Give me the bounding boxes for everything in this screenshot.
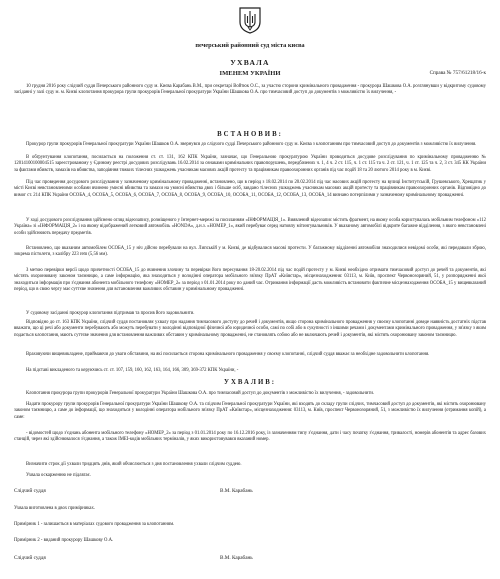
established-paragraph-5: Встановлено, що вказаним автомобілем ОСОБА_15 у ніч дійсно перебували на вул. Липській у м. Києві, де відбувалися масові протести. У багажному відділенні автомобіля знаходилися невідомі особи, які передавали зброю, зокрема пістолети, з калібру 223 rem (5,56 мм). [14,246,486,258]
decided-paragraph-2: Надати прокурору групи прокурорів Генеральної прокуратури України Шашкову О.А. та слідчим Генеральної прокуратури України, які входять до складу групи слідчих, тимчасовий доступ до документів, які містять охоронювану законом таємницю, а саме до інформації, що знаходиться у володінні оператора мобільного зв'язку ПрАТ «Київстар», місцезнаходження: 03113, м. Київ, проспект Червонозоряний, 51, з можливістю їх вилучення (отримання копій), а саме: [14,402,486,420]
established-paragraph-1: Прокурор групи прокурорів Генеральної прокуратури України Шашков О.А. звернувся до слідчого судді Печерського районного суду м. Києва з клопотанням про тимчасовий доступ до документів з можливістю їх вилучення. [26,142,477,147]
judge-role: Слідчий суддя [14,488,46,494]
copy-1-note: Примірник 1 - залишається в матеріалах судового провадження за клопотанням. [14,522,175,527]
decided-paragraph-4: Визначити строк дії ухвали тридцять днів, який обчислюється з дня постановлення ухвали слідчим суддею. [26,462,242,467]
decided-paragraph-5: Ухвала оскарженню не підлягає. [26,473,91,478]
decided-paragraph-3: - відомостей щодо з'єднань абонента мобільного телефону «НОМЕР_2» за період з 01.01.2014 року по 16.12.2016 року, із зазначенням типу з'єднання, дати і часу початку з'єднання, тривалості, номерів абонентів та адрес базових станцій, через які здійснювалося з'єднання, а також IMEI-кодів мобільних терміналів, у яких використовувався вказаний номер. [14,431,486,443]
judge-signature-block [14,488,486,494]
judge-name: В.М. Карабань [220,488,253,494]
judge-signature-block-2 [14,555,486,561]
decided-paragraph-1: Клопотання прокурора групи прокурорів Генеральної прокуратури України Шашкова О.А. про тимчасовий доступ до документів з можливістю їх вилучення, - задовольнити. [26,391,375,396]
coat-of-arms-icon [238,6,262,34]
established-paragraph-3: Під час проведення досудового розслідування у зазначеному кримінальному провадженні, встановлено, що в період з 18.02.2014 по 20.02.2014 під час масових акцій протесту на вулиці Інститутській, Грушевського, Хрещатик у місті Києві невстановленими особами вчинено умисні вбивства та замахи на умисні вбивства двох і більше осіб, завдано тілесних ушкоджень учасникам масових акцій протесту та працівникам правоохоронних органів. Відповідно до вимог ст. 214 КПК України ОСОБА_4, ОСОБА_5, ОСОБА_6, ОСОБА_7, ОСОБА_8, ОСОБА_9, ОСОБА_10, ОСОБА_11, ОСОБА_12, ОСОБА_13, ОСОБА_14 визнано потерпілими у зазначеному кримінальному провадженні. [14,180,486,198]
established-paragraph-6: З метою перевірки версії щодо причетності ОСОБА_15 до вчинення злочину та перевірки його пересування 18-20.02.2014 під час подій протесту у м. Києві необхідно отримати тимчасовий доступ до речей та документів, які містять охоронювану законом таємницю, а саме інформацію, яка знаходиться у володінні оператора мобільного зв'язку ПрАТ «Київстар», місцезнаходження: 03113, м. Київ, проспект Червонозоряний, 51, у розпорядженні якої знаходиться інформація про з'єднання абонента мобільного телефону «НОМЕР_2» за період з 01.01.2014 року по даний час. Отримання інформації дасть можливість встановити фактичне місцезнаходження ОСОБА_15 у вищевказаний період, що в свою чергу має суттєве значення для встановлення важливих обставин у кримінальному провадженні. [14,268,486,292]
established-paragraph-10: На підставі викладеного та керуючись ст. ст. 107, 159, 160, 162, 163, 164, 166, 309, 369-372 КПК України, - [26,368,239,373]
established-paragraph-4: У ході досудового розслідування здійснено огляд відеозапису, розміщеного у Інтернет-мережі за посиланням «ІНФОРМАЦІЯ_1». Виявлений відеозапис містить фрагмент, на якому особа користувалась мобільним телефоном «112 Україна» зі «ІНФОРМАЦІЯ_2» і на якому відображений легковий автомобіль «HONDA», д.н.з. «НОМЕР_1», який перебуває серед натовпу мітингувальників. У вказаному автомобілі відкрите багажне відділення, з якого невстановлені особи здійснюють передачу предметів. [14,218,486,236]
established-paragraph-8: Відповідно до ст. 163 КПК України, слідчий суддя постановляє ухвалу про надання тимчасового доступу до речей і документів, якщо сторона кримінального провадження у своєму клопотанні доведе наявність достатніх підстав вважати, що ці речі або документи перебувають або можуть перебувати у володінні відповідної фізичної або юридичної особи, самі по собі або в сукупності з іншими речами і документами кримінального провадження, у зв'язку з яким подається клопотання, мають суттєве значення для встановлення важливих обставин у кримінальному провадженні, не становлять собою або не включають речей і документів, які містять охоронювану законом таємницю. [14,320,486,338]
heading-established: ВСТАНОВИВ: [217,131,283,138]
judge-role-2: Слідчий суддя [14,555,46,561]
established-paragraph-7: У судовому засіданні прокурор клопотання підтримав та просив його задовольнити. [26,311,195,316]
intro-paragraph: 10 грудня 2016 року слідчий суддя Печерського районного суду м. Києва Карабань В.М., при секретарі Войтюк О.С., за участю сторони кримінального провадження - прокурора Шашкова О.А. розглянувши у відкритому судовому засіданні у залі суду м. м. Києві клопотання прокурора групи прокурорів Генеральної прокуратури України Шашкова О.А. про тимчасовий доступ до документів з можливістю їх вилучення, - [14,84,486,96]
judge-name-2: В.М. Карабань [220,555,253,561]
heading-decided: УХВАЛИВ: [223,379,277,386]
document-title: УХВАЛА [230,58,270,67]
copy-note: Ухвала виготовлена в двох примірниках. [14,506,96,511]
court-name: печерський районний суд міста києва [195,42,305,49]
established-paragraph-2: В обґрунтування клопотання, посилається на положення ст. ст. 131, 162 КПК України, зазначає, що Генеральною прокуратурою України проводиться досудове розслідування по кримінальному провадженню № 12014100100004515 зареєстрованому у Єдиному реєстрі досудових розслідувань 16.02.2014 за ознаками кримінальних правопорушень, передбачених ч. 1, 4 ч. 2 ст. 115, ч. 1 ст. 115 та ч. 2 ст. 121, ч. 1 ст. 125 та ч. 2, 3 ст. 345 КК України за фактами вбивств, замахів на вбивства, заподіяння тяжких тілесних ушкоджень учасникам масових акцій протесту та працівникам правоохоронних органів під час подій 18 та 20 лютого 2014 року в м. Києві. [14,155,486,173]
established-paragraph-9: Враховуючи вищевикладене, приймаючи до уваги обставини, на які посилається сторона кримінального провадження у своєму клопотанні, слідчий суддя вважає за необхідне задовольнити клопотання. [26,352,430,357]
copy-2-note: Примірник 2 - виданий прокурору Шашкову О.А. [14,538,114,543]
document-subtitle: ІМЕНЕМ УКРАЇНИ [219,70,281,77]
case-number: Справа № 757/61218/16-к [429,70,486,76]
